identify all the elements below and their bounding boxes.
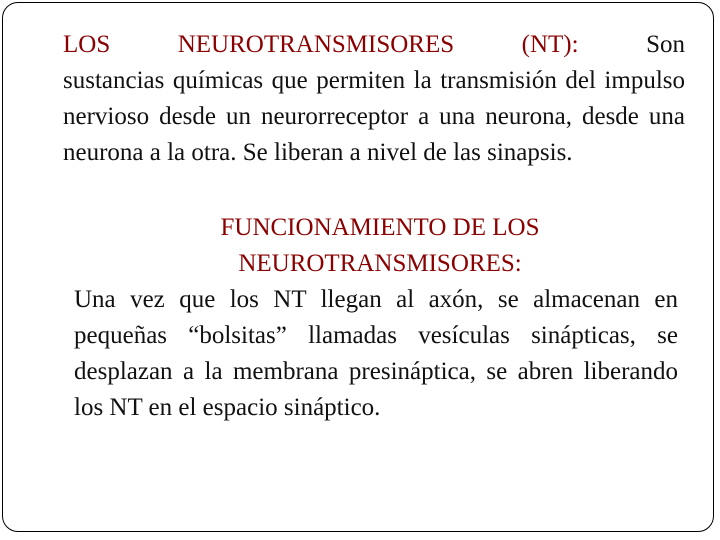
- section-heading-line-1: FUNCIONAMIENTO DE LOS: [220, 214, 540, 241]
- section-heading: [80, 210, 680, 282]
- definition-first-line: [63, 27, 685, 63]
- section-body: Una vez que los NT llegan al axón, se almacenan en pequeñas “bolsitas” llamadas vesículas sinápticas, se desplazan a la membrana presináptica, se abren liberando los NT en el espacio sináptico.: [74, 286, 678, 421]
- definition-first-line-rest: Son: [646, 31, 685, 58]
- definition-term: LOS NEUROTRANSMISORES (NT):: [63, 31, 579, 58]
- definition-paragraph: [63, 27, 685, 171]
- definition-body: sustancias químicas que permiten la transmisión del impulso nervioso desde un neurorreceptor a una neurona, desde una neurona a la otra. Se liberan a nivel de las sinapsis.: [63, 67, 685, 166]
- section-heading-line-2: NEUROTRANSMISORES:: [238, 250, 522, 277]
